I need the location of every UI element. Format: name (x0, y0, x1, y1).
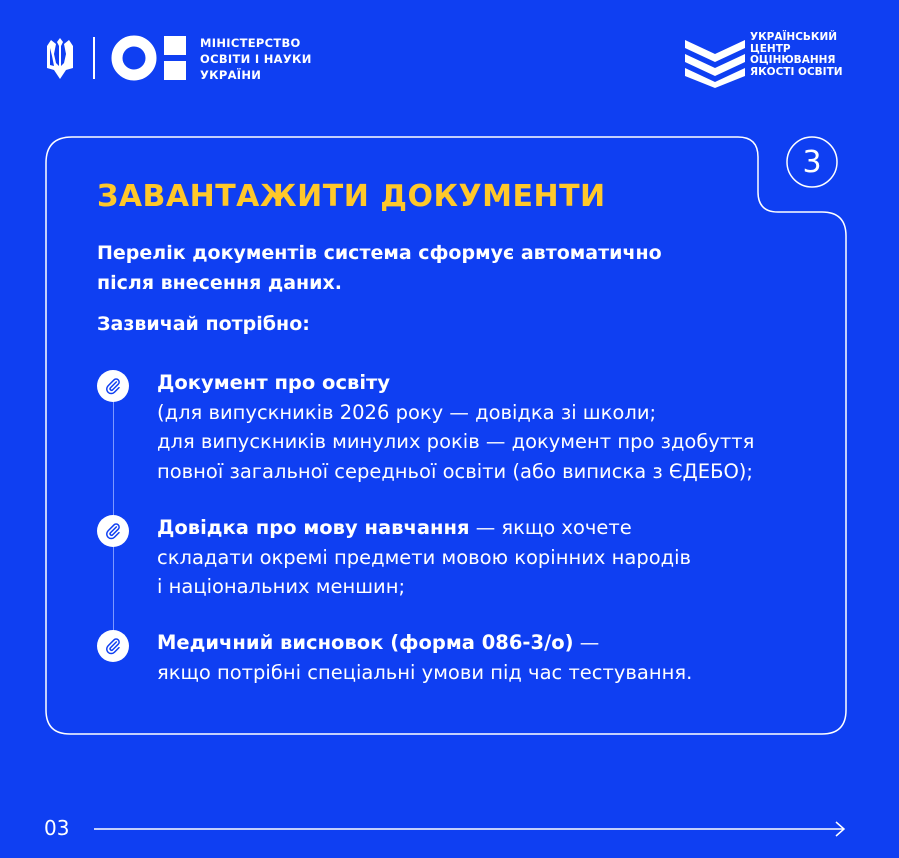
ministry-name (200, 35, 312, 83)
ucoea-name (750, 32, 843, 78)
item-title-rest: — (573, 631, 600, 654)
item-first-line (157, 628, 847, 658)
intro-line: Перелік документів система сформує автоматично (97, 242, 662, 264)
card-title: ЗАВАНТАЖИТИ ДОКУМЕНТИ (97, 179, 606, 214)
trident-emblem-icon (44, 36, 76, 80)
item-first-line (157, 513, 847, 543)
item-title-rest: — якщо хочете (469, 516, 632, 539)
ucoea-name-line: ЦЕНТР (750, 42, 791, 55)
ucoea-name-line: ЯКОСТІ ОСВІТИ (750, 65, 843, 78)
paperclip-icon (97, 630, 129, 662)
intro-line: після внесення даних. (97, 272, 342, 294)
step-number: 3 (802, 144, 822, 180)
item-line: для випускників минулих років — документ про здобуття (157, 430, 755, 453)
header (0, 0, 899, 120)
header-divider (93, 37, 95, 79)
usually-label: Зазвичай потрібно: (97, 313, 310, 335)
ucoea-logo-icon (683, 34, 747, 88)
ucoea-name-line: ОЦІНЮВАННЯ (750, 54, 836, 66)
mon-logo-icon (110, 34, 188, 82)
ministry-name-line: ОСВІТИ І НАУКИ (200, 52, 312, 66)
item-line: повної загальної середньої освіти (або виписка з ЄДЕБО); (157, 459, 753, 483)
document-item-language (157, 513, 847, 602)
ministry-name-line: МІНІСТЕРСТВО (200, 36, 301, 50)
paperclip-icon (97, 370, 129, 402)
item-line: і національних меншин; (157, 575, 406, 598)
card-intro (97, 238, 797, 298)
item-title: Медичний висновок (форма 086-3/о) (157, 631, 574, 654)
document-item-education (157, 368, 847, 486)
arrow-right-icon[interactable] (92, 818, 848, 840)
item-line: якщо потрібні спеціальні умови під час тестування. (157, 660, 693, 684)
page-number: 03 (44, 816, 70, 840)
item-line: складати окремі предмети мовою корінних народів (157, 545, 692, 569)
item-title: Документ про освіту (157, 371, 391, 394)
item-title: Довідка про мову навчання (157, 516, 470, 539)
ministry-name-line: УКРАЇНИ (200, 68, 262, 82)
item-first-line (157, 368, 847, 398)
ucoea-name-line: УКРАЇНСЬКИЙ (750, 31, 838, 43)
document-item-medical (157, 628, 847, 687)
item-line: (для випускників 2026 року — довідка зі школи; (157, 400, 657, 424)
paperclip-icon (97, 515, 129, 547)
